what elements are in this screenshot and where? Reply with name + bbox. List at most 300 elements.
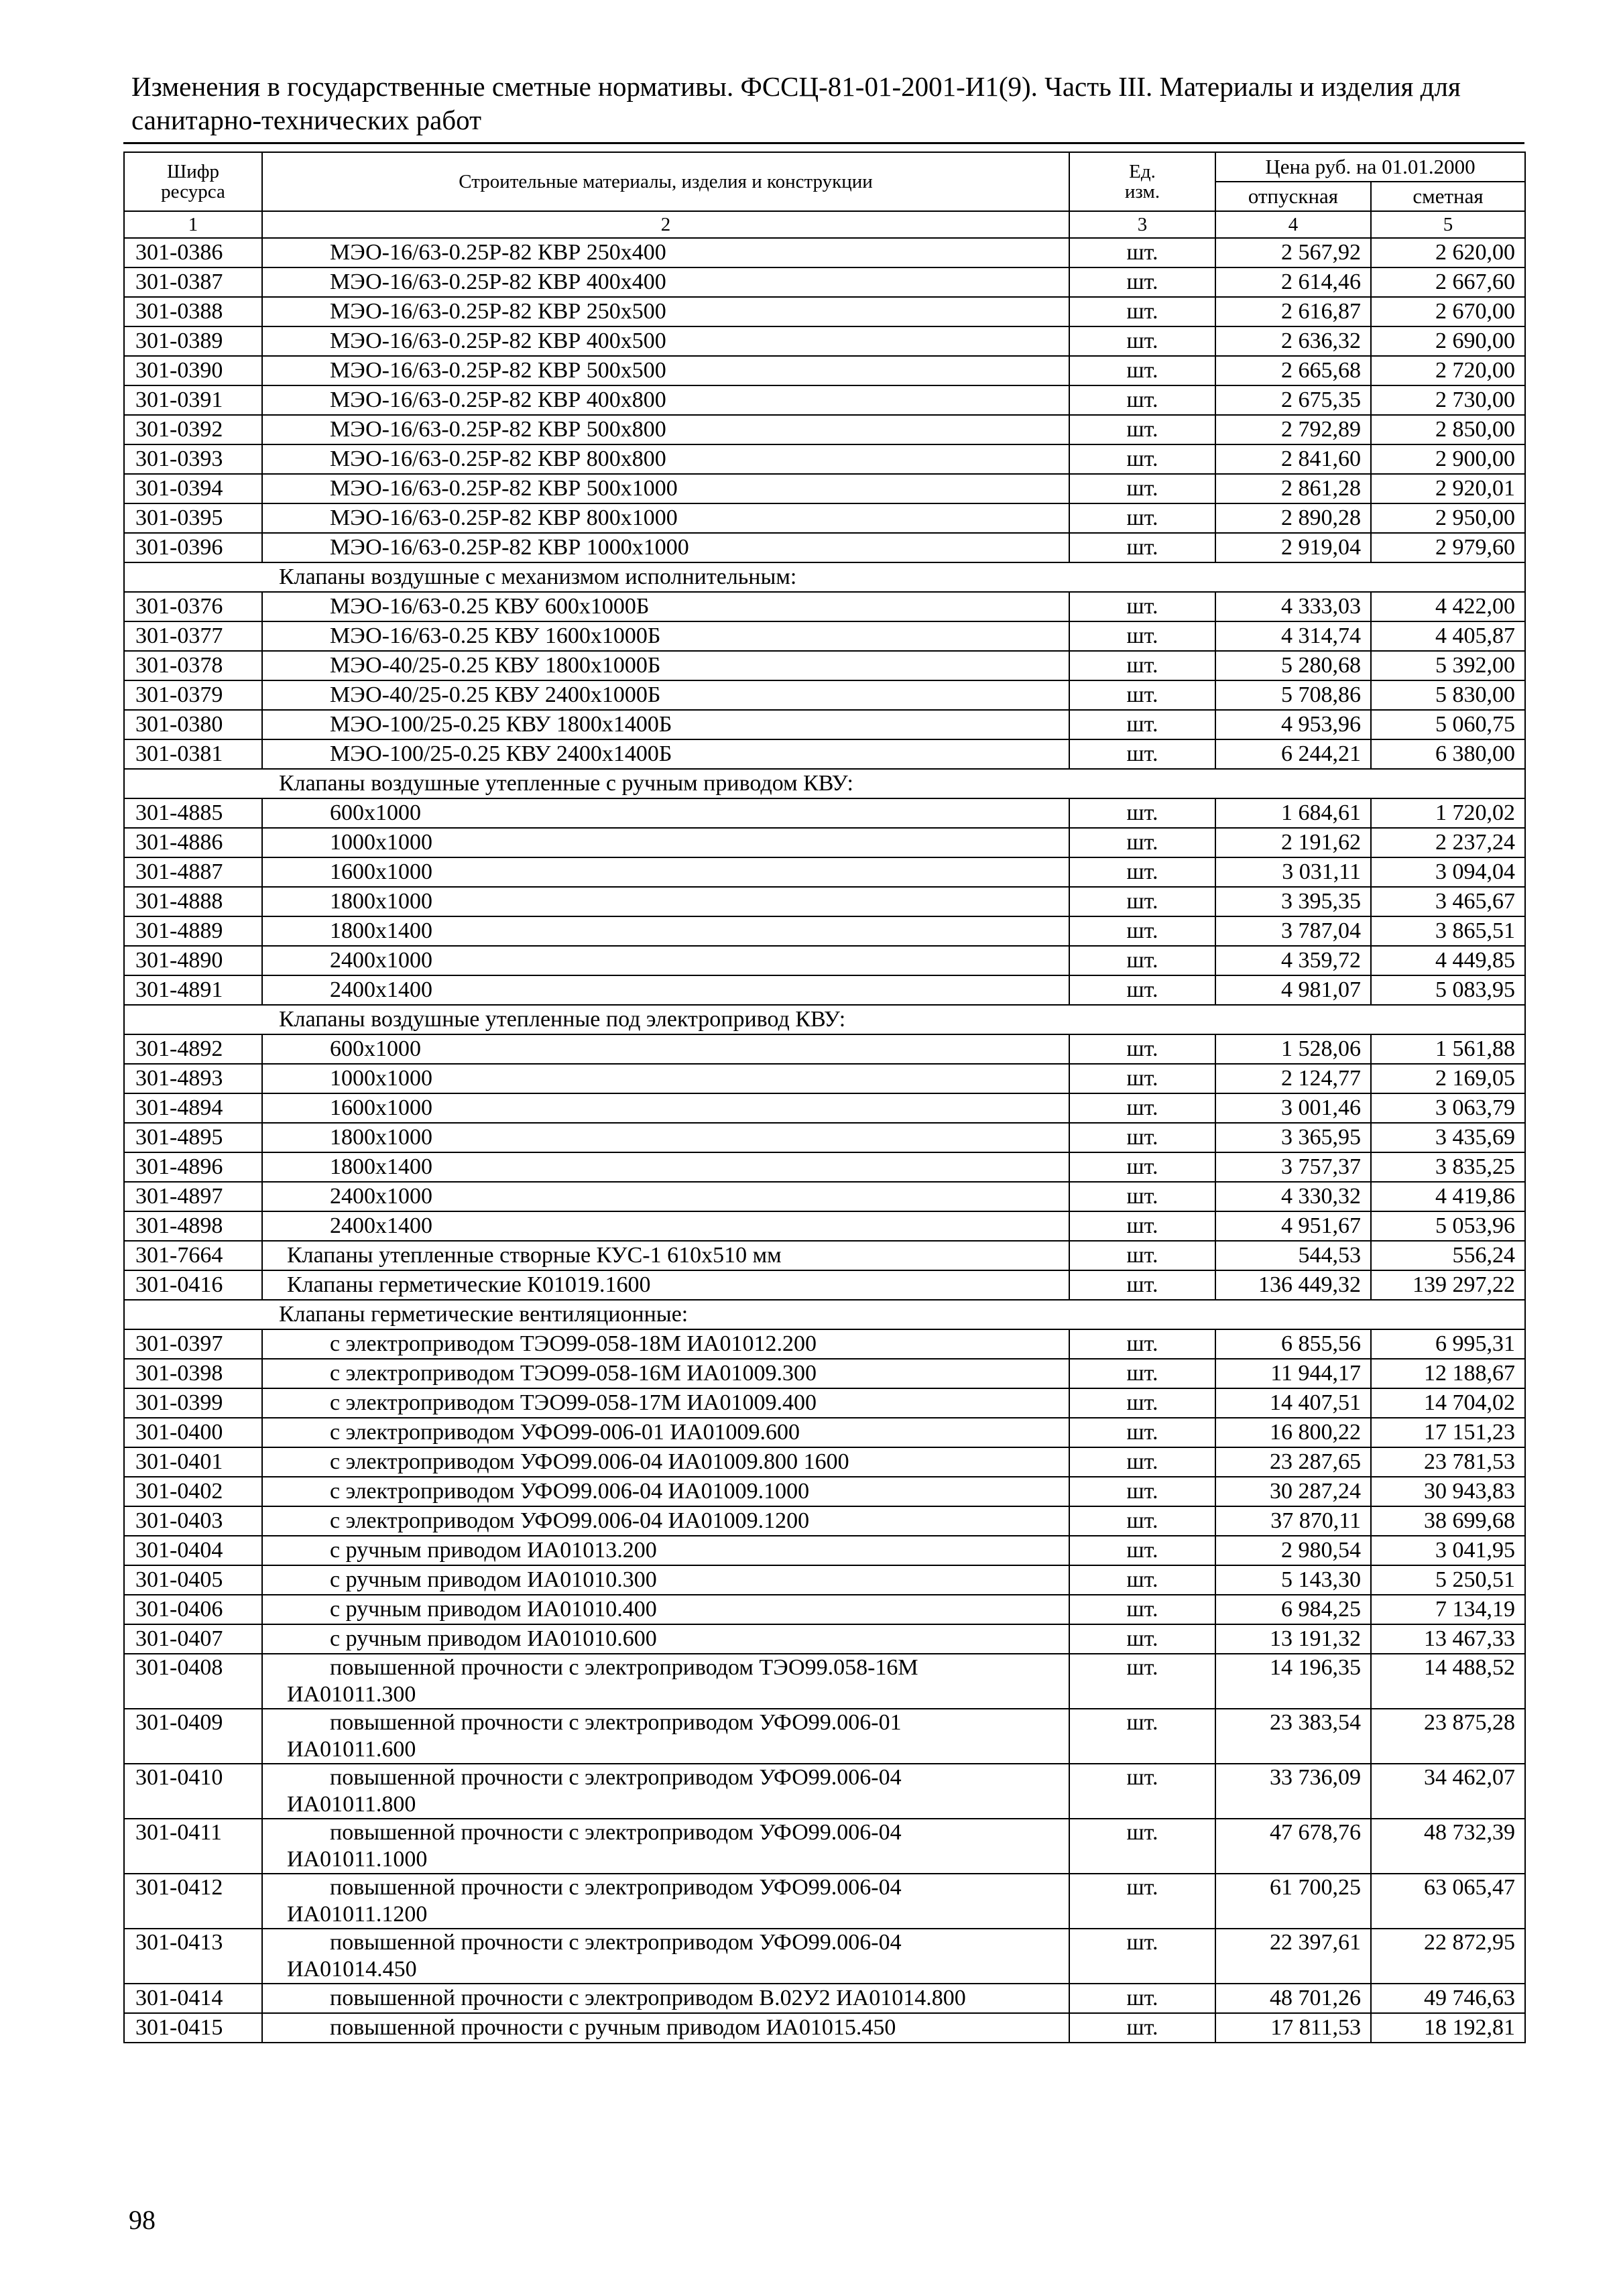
resource-code: 301-0393 bbox=[124, 444, 262, 474]
table-row bbox=[124, 828, 1525, 857]
resource-code: 301-4893 bbox=[124, 1064, 262, 1093]
resource-code: 301-4892 bbox=[124, 1034, 262, 1064]
col-header-price-group: Цена руб. на 01.01.2000 bbox=[1215, 152, 1525, 182]
material-name: 1800х1400 bbox=[262, 1152, 1069, 1182]
material-name: МЭО-16/63-0.25Р-82 КВР 400х500 bbox=[262, 326, 1069, 356]
resource-code: 301-4887 bbox=[124, 857, 262, 887]
unit: шт. bbox=[1069, 1418, 1215, 1447]
price-estimate: 4 449,85 bbox=[1371, 946, 1525, 975]
unit: шт. bbox=[1069, 1329, 1215, 1359]
table-row bbox=[124, 1764, 1525, 1819]
table-head bbox=[124, 152, 1525, 238]
table-row bbox=[124, 1388, 1525, 1418]
price-estimate: 34 462,07 bbox=[1371, 1764, 1525, 1819]
price-release: 5 143,30 bbox=[1215, 1565, 1371, 1595]
price-release: 6 984,25 bbox=[1215, 1595, 1371, 1624]
price-release: 3 031,11 bbox=[1215, 857, 1371, 887]
table-row bbox=[124, 1093, 1525, 1123]
resource-code: 301-4886 bbox=[124, 828, 262, 857]
price-release: 4 951,67 bbox=[1215, 1211, 1371, 1241]
price-estimate: 3 041,95 bbox=[1371, 1536, 1525, 1565]
unit: шт. bbox=[1069, 1270, 1215, 1300]
table-row bbox=[124, 710, 1525, 739]
price-estimate: 30 943,83 bbox=[1371, 1477, 1525, 1506]
price-estimate: 3 063,79 bbox=[1371, 1093, 1525, 1123]
price-release: 5 280,68 bbox=[1215, 651, 1371, 680]
price-release: 4 314,74 bbox=[1215, 621, 1371, 651]
material-name: 2400х1000 bbox=[262, 1182, 1069, 1211]
material-name-line-2: ИА01011.1000 bbox=[287, 1847, 428, 1872]
header-line-1: Изменения в государственные сметные нормативы. ФССЦ-81-01-2001-И1(9). Часть III. Материалы и изделия для bbox=[131, 71, 1461, 102]
material-name-line-1: повышенной прочности с электроприводом УФО99.006-04 bbox=[330, 1820, 902, 1845]
unit: шт. bbox=[1069, 1241, 1215, 1270]
table-row bbox=[124, 1270, 1525, 1300]
section-title: Клапаны воздушные утепленные под электропривод КВУ: bbox=[124, 1005, 1525, 1034]
material-name: с ручным приводом ИА01010.400 bbox=[262, 1595, 1069, 1624]
section-title: Клапаны воздушные утепленные с ручным приводом КВУ: bbox=[124, 769, 1525, 798]
price-release: 2 636,32 bbox=[1215, 326, 1371, 356]
page-number: 98 bbox=[129, 2205, 156, 2235]
table-row bbox=[124, 1241, 1525, 1270]
col-header-price-est: сметная bbox=[1371, 182, 1525, 211]
table-row bbox=[124, 1477, 1525, 1506]
unit: шт. bbox=[1069, 356, 1215, 385]
price-release: 1 528,06 bbox=[1215, 1034, 1371, 1064]
price-release: 2 567,92 bbox=[1215, 238, 1371, 267]
unit: шт. bbox=[1069, 1506, 1215, 1536]
material-name bbox=[262, 1709, 1069, 1764]
resource-code: 301-0402 bbox=[124, 1477, 262, 1506]
material-name: 1800х1000 bbox=[262, 1123, 1069, 1152]
col-number-4: 4 bbox=[1215, 211, 1371, 238]
price-release: 5 708,86 bbox=[1215, 680, 1371, 710]
price-estimate: 6 995,31 bbox=[1371, 1329, 1525, 1359]
material-name-line-2: ИА01011.300 bbox=[287, 1682, 416, 1707]
material-name: МЭО-16/63-0.25Р-82 КВР 400х400 bbox=[262, 267, 1069, 297]
unit: шт. bbox=[1069, 385, 1215, 415]
price-estimate: 14 488,52 bbox=[1371, 1654, 1525, 1709]
material-name: 1000х1000 bbox=[262, 1064, 1069, 1093]
material-name: с ручным приводом ИА01010.300 bbox=[262, 1565, 1069, 1595]
resource-code: 301-4888 bbox=[124, 887, 262, 916]
section-title: Клапаны воздушные с механизмом исполнительным: bbox=[124, 562, 1525, 592]
price-estimate: 2 979,60 bbox=[1371, 533, 1525, 562]
resource-code: 301-0399 bbox=[124, 1388, 262, 1418]
price-release: 2 665,68 bbox=[1215, 356, 1371, 385]
resource-code: 301-0407 bbox=[124, 1624, 262, 1654]
col-header-unit: Ед. изм. bbox=[1069, 152, 1215, 211]
resource-code: 301-4894 bbox=[124, 1093, 262, 1123]
table-row bbox=[124, 267, 1525, 297]
material-name: МЭО-100/25-0.25 КВУ 2400х1400Б bbox=[262, 739, 1069, 769]
resource-code: 301-0404 bbox=[124, 1536, 262, 1565]
price-release: 2 919,04 bbox=[1215, 533, 1371, 562]
table-row bbox=[124, 975, 1525, 1005]
unit: шт. bbox=[1069, 1764, 1215, 1819]
section-row bbox=[124, 1300, 1525, 1329]
material-name: 2400х1400 bbox=[262, 975, 1069, 1005]
price-estimate: 22 872,95 bbox=[1371, 1929, 1525, 1984]
material-name-line-2: ИА01014.450 bbox=[287, 1957, 417, 1982]
price-release: 1 684,61 bbox=[1215, 798, 1371, 828]
unit: шт. bbox=[1069, 1123, 1215, 1152]
price-release: 3 001,46 bbox=[1215, 1093, 1371, 1123]
col-header-price-out: отпускная bbox=[1215, 182, 1371, 211]
unit: шт. bbox=[1069, 1211, 1215, 1241]
unit: шт. bbox=[1069, 1536, 1215, 1565]
price-release: 2 675,35 bbox=[1215, 385, 1371, 415]
material-name: МЭО-16/63-0.25Р-82 КВР 250х400 bbox=[262, 238, 1069, 267]
material-name: Клапаны утепленные створные КУС-1 610х510 мм bbox=[262, 1241, 1069, 1270]
price-estimate: 2 620,00 bbox=[1371, 238, 1525, 267]
price-release: 30 287,24 bbox=[1215, 1477, 1371, 1506]
unit: шт. bbox=[1069, 1182, 1215, 1211]
resource-code: 301-0403 bbox=[124, 1506, 262, 1536]
material-name: МЭО-100/25-0.25 КВУ 1800х1400Б bbox=[262, 710, 1069, 739]
table-row bbox=[124, 415, 1525, 444]
price-estimate: 3 094,04 bbox=[1371, 857, 1525, 887]
material-name: МЭО-16/63-0.25 КВУ 1600х1000Б bbox=[262, 621, 1069, 651]
resource-code: 301-0409 bbox=[124, 1709, 262, 1764]
table-row bbox=[124, 798, 1525, 828]
resource-code: 301-0380 bbox=[124, 710, 262, 739]
material-name: 1000х1000 bbox=[262, 828, 1069, 857]
table-row bbox=[124, 680, 1525, 710]
unit: шт. bbox=[1069, 444, 1215, 474]
col-number-3: 3 bbox=[1069, 211, 1215, 238]
price-release: 23 287,65 bbox=[1215, 1447, 1371, 1477]
unit: шт. bbox=[1069, 975, 1215, 1005]
material-name-line-2: ИА01011.600 bbox=[287, 1737, 416, 1762]
table-row bbox=[124, 1984, 1525, 2013]
material-name-line-2: ИА01011.800 bbox=[287, 1792, 416, 1817]
table-row bbox=[124, 326, 1525, 356]
price-estimate: 2 900,00 bbox=[1371, 444, 1525, 474]
price-release: 3 787,04 bbox=[1215, 916, 1371, 946]
resource-code: 301-0408 bbox=[124, 1654, 262, 1709]
price-estimate: 23 781,53 bbox=[1371, 1447, 1525, 1477]
col-number-2: 2 bbox=[262, 211, 1069, 238]
price-release: 2 191,62 bbox=[1215, 828, 1371, 857]
price-estimate: 1 561,88 bbox=[1371, 1034, 1525, 1064]
price-release: 23 383,54 bbox=[1215, 1709, 1371, 1764]
price-release: 544,53 bbox=[1215, 1241, 1371, 1270]
unit: шт. bbox=[1069, 651, 1215, 680]
price-estimate: 2 670,00 bbox=[1371, 297, 1525, 326]
resource-code: 301-4889 bbox=[124, 916, 262, 946]
unit: шт. bbox=[1069, 916, 1215, 946]
material-name: 1800х1400 bbox=[262, 916, 1069, 946]
price-release: 33 736,09 bbox=[1215, 1764, 1371, 1819]
table-row bbox=[124, 1624, 1525, 1654]
price-release: 2 861,28 bbox=[1215, 474, 1371, 503]
unit: шт. bbox=[1069, 1595, 1215, 1624]
table-row bbox=[124, 1709, 1525, 1764]
unit: шт. bbox=[1069, 1654, 1215, 1709]
table-row bbox=[124, 1418, 1525, 1447]
material-name: 1600х1000 bbox=[262, 857, 1069, 887]
unit: шт. bbox=[1069, 267, 1215, 297]
material-name: с электроприводом УФО99-006-01 ИА01009.600 bbox=[262, 1418, 1069, 1447]
material-name: с электроприводом УФО99.006-04 ИА01009.1000 bbox=[262, 1477, 1069, 1506]
price-release: 37 870,11 bbox=[1215, 1506, 1371, 1536]
resource-code: 301-0397 bbox=[124, 1329, 262, 1359]
price-estimate: 2 667,60 bbox=[1371, 267, 1525, 297]
material-name: 1800х1000 bbox=[262, 887, 1069, 916]
price-estimate: 23 875,28 bbox=[1371, 1709, 1525, 1764]
price-release: 4 953,96 bbox=[1215, 710, 1371, 739]
unit: шт. bbox=[1069, 1034, 1215, 1064]
material-name: 600х1000 bbox=[262, 798, 1069, 828]
material-name: МЭО-16/63-0.25 КВУ 600х1000Б bbox=[262, 592, 1069, 621]
resource-code: 301-0381 bbox=[124, 739, 262, 769]
resource-code: 301-0406 bbox=[124, 1595, 262, 1624]
price-estimate: 4 419,86 bbox=[1371, 1182, 1525, 1211]
material-name: с ручным приводом ИА01010.600 bbox=[262, 1624, 1069, 1654]
unit: шт. bbox=[1069, 533, 1215, 562]
material-name: с электроприводом УФО99.006-04 ИА01009.800 1600 bbox=[262, 1447, 1069, 1477]
unit: шт. bbox=[1069, 739, 1215, 769]
table-row bbox=[124, 503, 1525, 533]
resource-code: 301-0416 bbox=[124, 1270, 262, 1300]
material-name: с ручным приводом ИА01013.200 bbox=[262, 1536, 1069, 1565]
price-estimate: 6 380,00 bbox=[1371, 739, 1525, 769]
resource-code: 301-0414 bbox=[124, 1984, 262, 2013]
resource-code: 301-0376 bbox=[124, 592, 262, 621]
table-row bbox=[124, 238, 1525, 267]
table-row bbox=[124, 1064, 1525, 1093]
material-name bbox=[262, 1654, 1069, 1709]
table-row bbox=[124, 739, 1525, 769]
table-row bbox=[124, 474, 1525, 503]
resource-code: 301-0391 bbox=[124, 385, 262, 415]
material-name: МЭО-16/63-0.25Р-82 КВР 800х800 bbox=[262, 444, 1069, 474]
unit: шт. bbox=[1069, 1388, 1215, 1418]
material-name: МЭО-16/63-0.25Р-82 КВР 500х1000 bbox=[262, 474, 1069, 503]
unit: шт. bbox=[1069, 238, 1215, 267]
material-name bbox=[262, 1819, 1069, 1874]
material-name: 1600х1000 bbox=[262, 1093, 1069, 1123]
material-name-line-2: ИА01011.1200 bbox=[287, 1902, 428, 1927]
resource-code: 301-0398 bbox=[124, 1359, 262, 1388]
table-row bbox=[124, 1506, 1525, 1536]
unit: шт. bbox=[1069, 1477, 1215, 1506]
table-row bbox=[124, 1595, 1525, 1624]
table-row bbox=[124, 1929, 1525, 1984]
material-name: 600х1000 bbox=[262, 1034, 1069, 1064]
price-release: 2 124,77 bbox=[1215, 1064, 1371, 1093]
price-release: 22 397,61 bbox=[1215, 1929, 1371, 1984]
price-estimate: 5 083,95 bbox=[1371, 975, 1525, 1005]
price-estimate: 2 169,05 bbox=[1371, 1064, 1525, 1093]
material-name: МЭО-40/25-0.25 КВУ 1800х1000Б bbox=[262, 651, 1069, 680]
unit: шт. bbox=[1069, 1447, 1215, 1477]
price-estimate: 13 467,33 bbox=[1371, 1624, 1525, 1654]
table-row bbox=[124, 1152, 1525, 1182]
unit: шт. bbox=[1069, 1093, 1215, 1123]
resource-code: 301-0394 bbox=[124, 474, 262, 503]
resource-code: 301-4898 bbox=[124, 1211, 262, 1241]
price-estimate: 4 405,87 bbox=[1371, 621, 1525, 651]
resource-code: 301-4885 bbox=[124, 798, 262, 828]
material-name: с электроприводом УФО99.006-04 ИА01009.1200 bbox=[262, 1506, 1069, 1536]
price-release: 2 980,54 bbox=[1215, 1536, 1371, 1565]
price-estimate: 3 865,51 bbox=[1371, 916, 1525, 946]
material-name-line-1: повышенной прочности с электроприводом ТЭО99.058-16М bbox=[330, 1655, 918, 1680]
material-name: повышенной прочности с электроприводом В.02У2 ИА01014.800 bbox=[262, 1984, 1069, 2013]
unit: шт. bbox=[1069, 1064, 1215, 1093]
table-row bbox=[124, 1565, 1525, 1595]
material-name-line-1: повышенной прочности с электроприводом УФО99.006-04 bbox=[330, 1765, 902, 1790]
price-estimate: 7 134,19 bbox=[1371, 1595, 1525, 1624]
resource-code: 301-0412 bbox=[124, 1874, 262, 1929]
material-name: с электроприводом ТЭО99-058-17М ИА01009.400 bbox=[262, 1388, 1069, 1418]
material-name: МЭО-40/25-0.25 КВУ 2400х1000Б bbox=[262, 680, 1069, 710]
price-release: 2 890,28 bbox=[1215, 503, 1371, 533]
col-header-code: Шифр ресурса bbox=[124, 152, 262, 211]
price-release: 16 800,22 bbox=[1215, 1418, 1371, 1447]
section-row bbox=[124, 562, 1525, 592]
material-name: МЭО-16/63-0.25Р-82 КВР 500х500 bbox=[262, 356, 1069, 385]
table-row bbox=[124, 297, 1525, 326]
unit: шт. bbox=[1069, 1624, 1215, 1654]
resource-code: 301-7664 bbox=[124, 1241, 262, 1270]
table-row bbox=[124, 916, 1525, 946]
price-estimate: 2 720,00 bbox=[1371, 356, 1525, 385]
section-title: Клапаны герметические вентиляционные: bbox=[124, 1300, 1525, 1329]
table-row bbox=[124, 592, 1525, 621]
material-name: МЭО-16/63-0.25Р-82 КВР 1000х1000 bbox=[262, 533, 1069, 562]
resource-code: 301-4896 bbox=[124, 1152, 262, 1182]
resource-code: 301-0400 bbox=[124, 1418, 262, 1447]
material-name bbox=[262, 1764, 1069, 1819]
material-name: МЭО-16/63-0.25Р-82 КВР 400х800 bbox=[262, 385, 1069, 415]
price-estimate: 49 746,63 bbox=[1371, 1984, 1525, 2013]
price-estimate: 5 392,00 bbox=[1371, 651, 1525, 680]
material-name: МЭО-16/63-0.25Р-82 КВР 800х1000 bbox=[262, 503, 1069, 533]
resource-code: 301-0410 bbox=[124, 1764, 262, 1819]
material-name-line-1: повышенной прочности с электроприводом УФО99.006-04 bbox=[330, 1930, 902, 1955]
price-estimate: 3 465,67 bbox=[1371, 887, 1525, 916]
price-estimate: 2 690,00 bbox=[1371, 326, 1525, 356]
col-number-1: 1 bbox=[124, 211, 262, 238]
unit: шт. bbox=[1069, 2013, 1215, 2043]
material-name: Клапаны герметические К01019.1600 bbox=[262, 1270, 1069, 1300]
unit: шт. bbox=[1069, 474, 1215, 503]
resource-code: 301-4890 bbox=[124, 946, 262, 975]
unit: шт. bbox=[1069, 946, 1215, 975]
price-release: 48 701,26 bbox=[1215, 1984, 1371, 2013]
unit: шт. bbox=[1069, 326, 1215, 356]
price-estimate: 18 192,81 bbox=[1371, 2013, 1525, 2043]
price-release: 2 616,87 bbox=[1215, 297, 1371, 326]
unit: шт. bbox=[1069, 621, 1215, 651]
table-row bbox=[124, 1123, 1525, 1152]
price-release: 2 614,46 bbox=[1215, 267, 1371, 297]
price-release: 136 449,32 bbox=[1215, 1270, 1371, 1300]
price-release: 47 678,76 bbox=[1215, 1819, 1371, 1874]
price-estimate: 5 060,75 bbox=[1371, 710, 1525, 739]
unit: шт. bbox=[1069, 1984, 1215, 2013]
price-estimate: 556,24 bbox=[1371, 1241, 1525, 1270]
price-release: 11 944,17 bbox=[1215, 1359, 1371, 1388]
resource-code: 301-0415 bbox=[124, 2013, 262, 2043]
material-name-line-1: повышенной прочности с электроприводом УФО99.006-01 bbox=[330, 1710, 902, 1735]
price-estimate: 3 435,69 bbox=[1371, 1123, 1525, 1152]
table-row bbox=[124, 1329, 1525, 1359]
price-estimate: 3 835,25 bbox=[1371, 1152, 1525, 1182]
material-name: с электроприводом ТЭО99-058-18М ИА01012.200 bbox=[262, 1329, 1069, 1359]
material-name bbox=[262, 1874, 1069, 1929]
resource-code: 301-0395 bbox=[124, 503, 262, 533]
price-release: 6 855,56 bbox=[1215, 1329, 1371, 1359]
header-line-2: санитарно-технических работ bbox=[131, 105, 482, 135]
table-row bbox=[124, 621, 1525, 651]
price-release: 61 700,25 bbox=[1215, 1874, 1371, 1929]
header-rule bbox=[123, 142, 1524, 144]
section-row bbox=[124, 1005, 1525, 1034]
price-release: 4 981,07 bbox=[1215, 975, 1371, 1005]
price-release: 2 841,60 bbox=[1215, 444, 1371, 474]
price-estimate: 4 422,00 bbox=[1371, 592, 1525, 621]
resource-code: 301-4891 bbox=[124, 975, 262, 1005]
price-estimate: 12 188,67 bbox=[1371, 1359, 1525, 1388]
resource-code: 301-0396 bbox=[124, 533, 262, 562]
price-release: 3 757,37 bbox=[1215, 1152, 1371, 1182]
resource-code: 301-0379 bbox=[124, 680, 262, 710]
section-row bbox=[124, 769, 1525, 798]
unit: шт. bbox=[1069, 857, 1215, 887]
price-estimate: 5 830,00 bbox=[1371, 680, 1525, 710]
resource-code: 301-0389 bbox=[124, 326, 262, 356]
material-name: повышенной прочности с ручным приводом ИА01015.450 bbox=[262, 2013, 1069, 2043]
table-row bbox=[124, 1819, 1525, 1874]
price-release: 3 395,35 bbox=[1215, 887, 1371, 916]
unit: шт. bbox=[1069, 1819, 1215, 1874]
resource-code: 301-0388 bbox=[124, 297, 262, 326]
table-row bbox=[124, 385, 1525, 415]
price-release: 2 792,89 bbox=[1215, 415, 1371, 444]
unit: шт. bbox=[1069, 710, 1215, 739]
table-row bbox=[124, 444, 1525, 474]
material-name: МЭО-16/63-0.25Р-82 КВР 250х500 bbox=[262, 297, 1069, 326]
price-release: 14 196,35 bbox=[1215, 1654, 1371, 1709]
price-release: 17 811,53 bbox=[1215, 2013, 1371, 2043]
unit: шт. bbox=[1069, 1565, 1215, 1595]
table-row bbox=[124, 2013, 1525, 2043]
unit: шт. bbox=[1069, 1152, 1215, 1182]
resource-code: 301-0378 bbox=[124, 651, 262, 680]
price-release: 3 365,95 bbox=[1215, 1123, 1371, 1152]
price-estimate: 2 730,00 bbox=[1371, 385, 1525, 415]
resource-code: 301-0377 bbox=[124, 621, 262, 651]
table-body bbox=[124, 238, 1525, 2043]
table-row bbox=[124, 1359, 1525, 1388]
price-estimate: 2 950,00 bbox=[1371, 503, 1525, 533]
unit: шт. bbox=[1069, 1874, 1215, 1929]
resource-code: 301-4897 bbox=[124, 1182, 262, 1211]
resource-code: 301-0387 bbox=[124, 267, 262, 297]
price-estimate: 63 065,47 bbox=[1371, 1874, 1525, 1929]
resource-code: 301-0401 bbox=[124, 1447, 262, 1477]
unit: шт. bbox=[1069, 887, 1215, 916]
col-number-5: 5 bbox=[1371, 211, 1525, 238]
material-name: с электроприводом ТЭО99-058-16М ИА01009.300 bbox=[262, 1359, 1069, 1388]
unit: шт. bbox=[1069, 415, 1215, 444]
resource-code: 301-0413 bbox=[124, 1929, 262, 1984]
price-estimate: 5 250,51 bbox=[1371, 1565, 1525, 1595]
price-estimate: 5 053,96 bbox=[1371, 1211, 1525, 1241]
